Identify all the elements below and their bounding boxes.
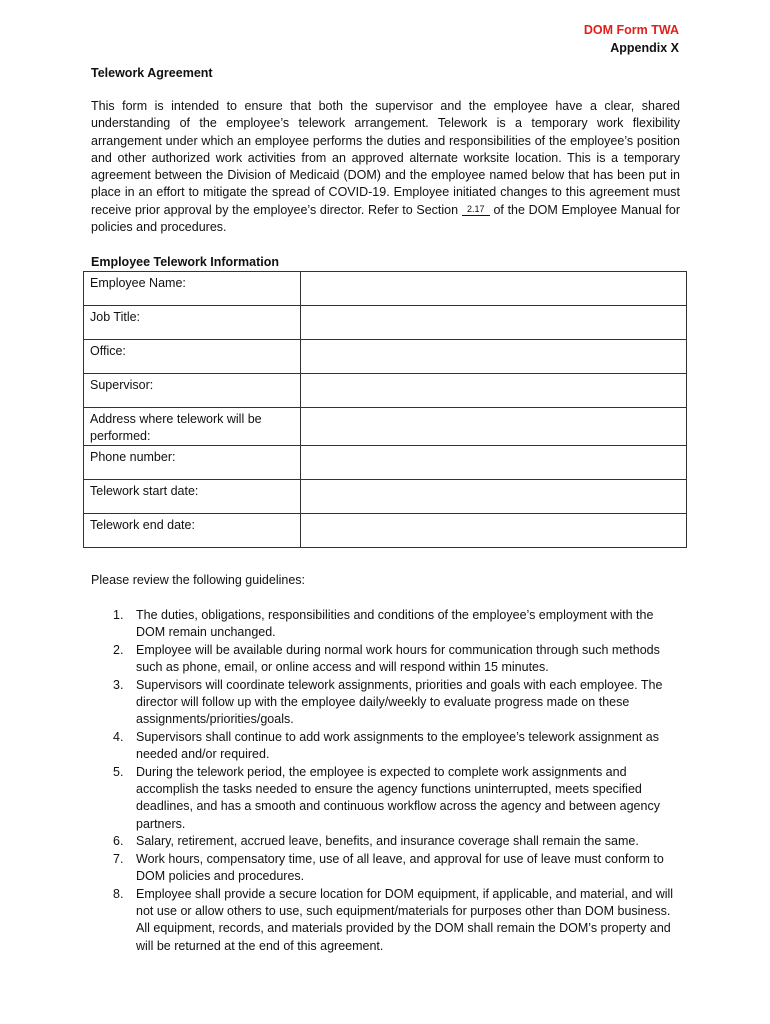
- list-text: Salary, retirement, accrued leave, benefits, and insurance coverage shall remain the same.: [136, 834, 639, 849]
- field-label: Employee Name:: [84, 272, 301, 306]
- list-item: [91, 764, 680, 834]
- intro-paragraph: [91, 98, 680, 236]
- intro-text-before: This form is intended to ensure that both the supervisor and the employee have a clear, shared understanding of the employee’s telework arrangement. Telework is a temporary work flexibility arrangement under which an employee performs the duties and responsibilities of the employee’s position and other authorized work activities from an approved alternate worksite location. This is a temporary agreement between the Division of Medicaid (DOM) and the employee named below that has been put in place in an effort to mitigate the spread of COVID-19. Employee initiated changes to this agreement must receive prior approval by the employee’s director. Refer to Section: [91, 99, 680, 217]
- table-row: [84, 340, 687, 374]
- form-header: [584, 21, 679, 57]
- employee-name-cell: [300, 272, 686, 306]
- start-date-cell: [300, 480, 686, 514]
- list-number: 4.: [113, 729, 124, 744]
- employee-name-input[interactable]: [301, 272, 686, 305]
- page-title: Telework Agreement: [91, 66, 213, 80]
- supervisor-input[interactable]: [301, 374, 686, 407]
- field-label: Supervisor:: [84, 374, 301, 408]
- info-heading: Employee Telework Information: [91, 255, 280, 269]
- table-row: [84, 480, 687, 514]
- list-item: [91, 886, 680, 956]
- intro-text-after: of the DOM Employee Manual for policies and procedures.: [91, 202, 680, 235]
- guidelines-list: [91, 607, 680, 955]
- list-item: [91, 851, 680, 886]
- list-item: [91, 729, 680, 764]
- list-number: 2.: [113, 642, 124, 657]
- list-text: Supervisors shall continue to add work assignments to the employee’s telework assignment as needed and/or required.: [136, 729, 659, 762]
- office-input[interactable]: [301, 340, 686, 373]
- end-date-cell: [300, 514, 686, 548]
- list-text: Work hours, compensatory time, use of all leave, and approval for use of leave must conform to DOM policies and procedures.: [136, 851, 664, 884]
- list-item: [91, 642, 680, 677]
- field-label: Job Title:: [84, 306, 301, 340]
- list-text: The duties, obligations, responsibilities and conditions of the employee’s employment with the DOM remain unchanged.: [136, 608, 654, 640]
- phone-cell: [300, 446, 686, 480]
- address-input[interactable]: [301, 408, 686, 441]
- list-number: 7.: [113, 851, 124, 866]
- section-number-field[interactable]: 2.17: [462, 203, 490, 216]
- list-number: 5.: [113, 764, 124, 779]
- list-item: [91, 677, 680, 729]
- field-label: Phone number:: [84, 446, 301, 480]
- list-text: During the telework period, the employee is expected to complete work assignments and accomplish the tasks needed to ensure the agency functions uninterrupted, meets specified deadlines, and has a smooth and continuous workflow across the agency and between agency partners.: [136, 764, 660, 831]
- list-text: Employee will be available during normal work hours for communication through such methods such as phone, email, or online access and will respond within 15 minutes.: [136, 642, 660, 675]
- field-label: Telework end date:: [84, 514, 301, 548]
- phone-input[interactable]: [301, 446, 686, 479]
- list-item: [91, 833, 680, 850]
- list-number: 3.: [113, 677, 124, 692]
- guidelines-intro: Please review the following guidelines:: [91, 573, 306, 587]
- form-code: DOM Form TWA: [583, 23, 679, 37]
- supervisor-cell: [300, 374, 686, 408]
- office-cell: [300, 340, 686, 374]
- table-row: [84, 408, 687, 446]
- list-text: Supervisors will coordinate telework assignments, priorities and goals with each employee. The director will follow up with the employee daily/weekly to evaluate progress made on these assignments/priorities/goals.: [136, 677, 663, 727]
- list-item: [91, 607, 680, 642]
- table-row: [84, 374, 687, 408]
- list-number: 8.: [113, 886, 124, 901]
- field-label: Address where telework will be performed:: [84, 408, 301, 446]
- table-row: [84, 306, 687, 340]
- table-row: [84, 272, 687, 306]
- start-date-input[interactable]: [301, 480, 686, 513]
- appendix-label: Appendix X: [610, 41, 679, 55]
- table-row: [84, 514, 687, 548]
- field-label: Office:: [84, 340, 301, 374]
- list-number: 6.: [113, 834, 124, 849]
- job-title-cell: [300, 306, 686, 340]
- address-cell: [300, 408, 686, 446]
- table-row: [84, 446, 687, 480]
- end-date-input[interactable]: [301, 514, 686, 547]
- list-text: Employee shall provide a secure location for DOM equipment, if applicable, and material, and will not use or allow others to use, such equipment/materials for purposes other than DOM business. All equipment, records, and materials provided by the DOM shall remain the DOM’s property and will be returned at the end of this agreement.: [136, 886, 674, 953]
- field-label: Telework start date:: [84, 480, 301, 514]
- job-title-input[interactable]: [301, 306, 686, 339]
- employee-info-table: [83, 271, 687, 548]
- list-number: 1.: [113, 608, 124, 622]
